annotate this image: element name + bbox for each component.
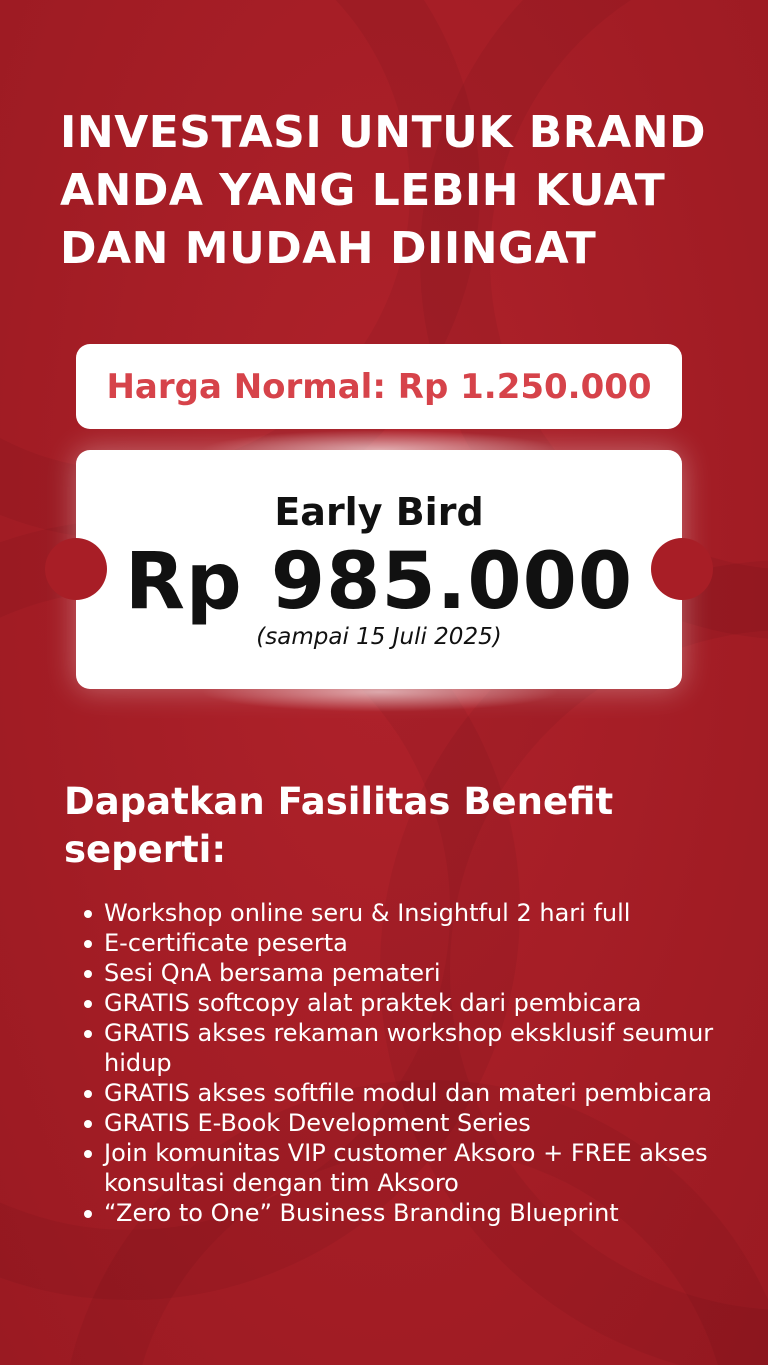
headline-line-3: DAN MUDAH DIINGAT: [60, 223, 597, 274]
headline: [60, 104, 750, 278]
bullet-icon: [84, 1090, 92, 1098]
bullet-icon: [84, 1120, 92, 1128]
benefit-item: E-certificate peserta: [78, 928, 718, 958]
benefit-item: Join komunitas VIP customer Aksoro + FREE akses konsultasi dengan tim Aksoro: [78, 1138, 718, 1198]
glow-bottom: [200, 672, 560, 712]
benefit-item: GRATIS akses softfile modul dan materi pembicara: [78, 1078, 718, 1108]
early-bird-label: Early Bird: [274, 490, 484, 534]
headline-line-1: INVESTASI UNTUK BRAND: [60, 107, 707, 158]
early-bird-price: Rp 985.000: [124, 537, 634, 627]
bullet-icon: [84, 1150, 92, 1158]
benefit-item: Sesi QnA bersama pemateri: [78, 958, 718, 988]
bullet-icon: [84, 910, 92, 918]
benefit-item: GRATIS softcopy alat praktek dari pembicara: [78, 988, 718, 1018]
early-bird-deadline: (sampai 15 Juli 2025): [256, 624, 502, 650]
bullet-icon: [84, 940, 92, 948]
headline-line-2: ANDA YANG LEBIH KUAT: [60, 165, 666, 216]
bullet-icon: [84, 970, 92, 978]
benefit-item: GRATIS akses rekaman workshop eksklusif seumur hidup: [78, 1018, 718, 1078]
bullet-icon: [84, 1030, 92, 1038]
benefit-item: “Zero to One” Business Branding Blueprint: [78, 1198, 718, 1228]
normal-price-text: Harga Normal: Rp 1.250.000: [106, 366, 652, 407]
early-bird-ticket: [76, 450, 682, 689]
benefits-list: [78, 898, 718, 1228]
bullet-icon: [84, 1210, 92, 1218]
normal-price-banner: [76, 344, 682, 429]
bullet-icon: [84, 1000, 92, 1008]
benefit-item: GRATIS E-Book Development Series: [78, 1108, 718, 1138]
benefits-title: Dapatkan Fasilitas Benefit seperti:: [64, 780, 614, 871]
benefit-item: Workshop online seru & Insightful 2 hari full: [78, 898, 718, 928]
